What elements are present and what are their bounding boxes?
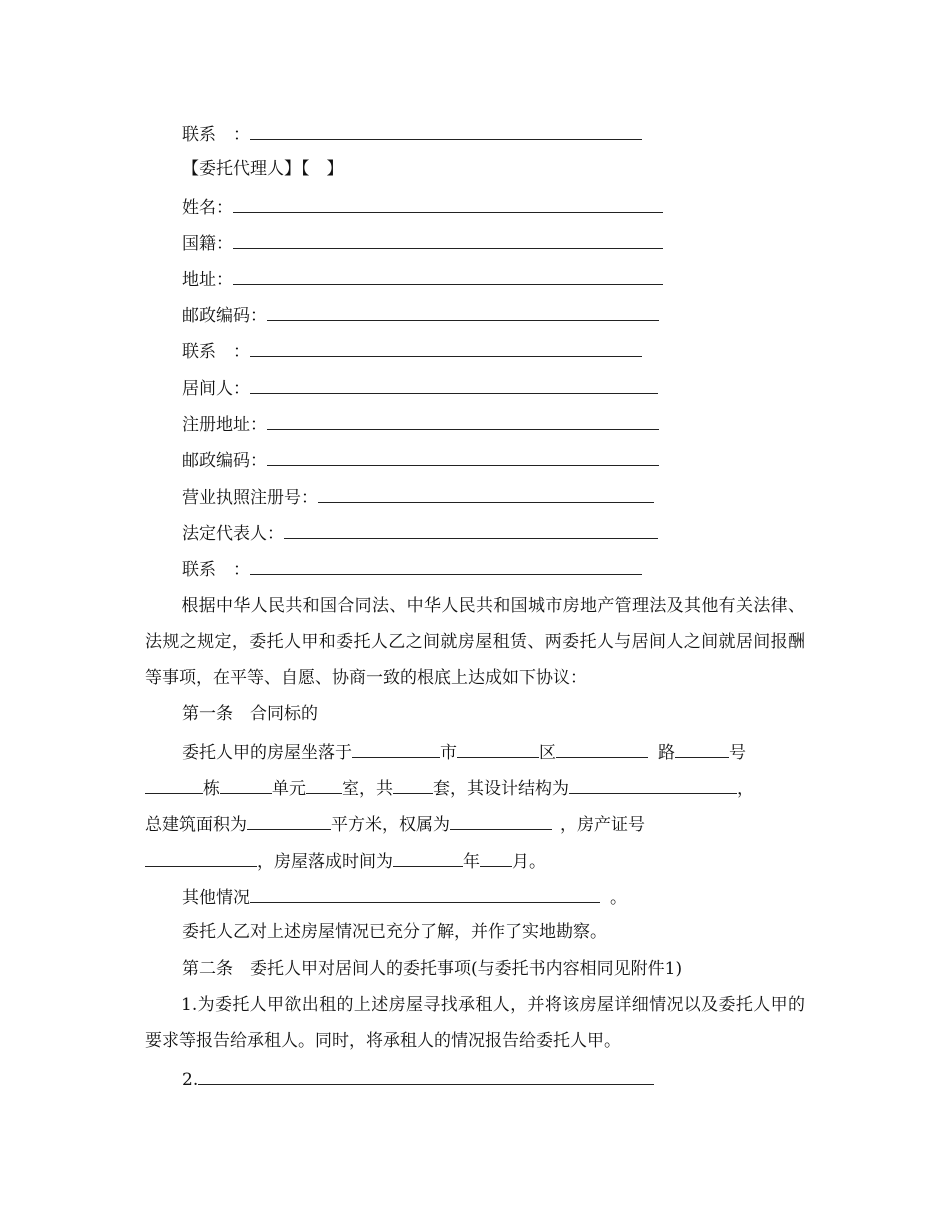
building-blank[interactable] <box>145 776 203 794</box>
article2-item1: 1.为委托人甲欲出租的上述房屋寻找承租人，并将该房屋详细情况以及委托人甲的要求等报告给承租人。同时，将承租人的情况报告给委托人甲。 <box>145 995 805 1051</box>
address-field: 地址： <box>182 267 663 291</box>
other-info-line: 其他情况 。 <box>182 885 627 909</box>
article1-area-line: 总建筑面积为 平方米，权属为 ，房产证号 <box>145 812 645 836</box>
other-info-blank[interactable] <box>250 885 600 903</box>
article1-title: 第一条 合同标的 <box>182 704 318 724</box>
contact-field-2: 联系 ： <box>182 339 642 363</box>
number-blank[interactable] <box>675 740 729 758</box>
nationality-blank[interactable] <box>233 231 663 249</box>
room-blank[interactable] <box>306 776 342 794</box>
license-blank[interactable] <box>318 485 654 503</box>
city-blank[interactable] <box>352 740 440 758</box>
legal-rep-field: 法定代表人： <box>182 521 658 545</box>
article1-date-line: ，房屋落成时间为 年 月。 <box>145 849 546 873</box>
road-blank[interactable] <box>556 740 648 758</box>
postcode-blank-2[interactable] <box>267 448 659 466</box>
contact-field-3: 联系 ： <box>182 557 642 581</box>
item2-blank[interactable] <box>198 1067 654 1085</box>
year-blank[interactable] <box>393 849 463 867</box>
article2-title: 第二条 委托人甲对居间人的委托事项(与委托书内容相同见附件1) <box>182 959 683 979</box>
agent-header: 【委托代理人】【 】 <box>182 159 344 179</box>
contact-blank-1[interactable] <box>250 122 642 140</box>
reg-address-field: 注册地址： <box>182 412 659 436</box>
certificate-blank[interactable] <box>145 849 257 867</box>
name-field: 姓名： <box>182 195 663 219</box>
postcode-blank-1[interactable] <box>267 303 659 321</box>
article1-unit-line: 栋 单元 室，共 套，其设计结构为 ， <box>145 776 754 800</box>
license-field: 营业执照注册号： <box>182 485 654 509</box>
inspection-statement: 委托人乙对上述房屋情况已充分了解，并作了实地勘察。 <box>182 922 607 942</box>
address-blank[interactable] <box>233 267 663 285</box>
district-blank[interactable] <box>457 740 539 758</box>
contact-field-1: 联系 ： <box>182 122 642 146</box>
contact-blank-3[interactable] <box>250 557 642 575</box>
postcode-field-1: 邮政编码： <box>182 303 659 327</box>
nationality-field: 国籍： <box>182 231 663 255</box>
structure-blank[interactable] <box>569 776 737 794</box>
preamble-paragraph: 根据中华人民共和国合同法、中华人民共和国城市房地产管理法及其他有关法律、法规之规定，委托人甲和委托人乙之间就房屋租赁、两委托人与居间人之间就居间报酬等事项，在平等、自愿、协商一致的根底上达成如下协议： <box>145 596 805 688</box>
reg-address-blank[interactable] <box>267 412 659 430</box>
intermediary-field: 居间人： <box>182 376 658 400</box>
intermediary-blank[interactable] <box>250 376 658 394</box>
article2-item2: 2. <box>182 1067 654 1091</box>
postcode-field-2: 邮政编码： <box>182 448 659 472</box>
unit-blank[interactable] <box>220 776 272 794</box>
ownership-blank[interactable] <box>450 812 552 830</box>
contact-blank-2[interactable] <box>250 339 642 357</box>
name-blank[interactable] <box>233 195 663 213</box>
suite-count-blank[interactable] <box>393 776 433 794</box>
area-blank[interactable] <box>247 812 331 830</box>
legal-rep-blank[interactable] <box>284 521 658 539</box>
month-blank[interactable] <box>480 849 512 867</box>
article1-location-line: 委托人甲的房屋坐落于 市 区 路 号 <box>182 740 746 764</box>
